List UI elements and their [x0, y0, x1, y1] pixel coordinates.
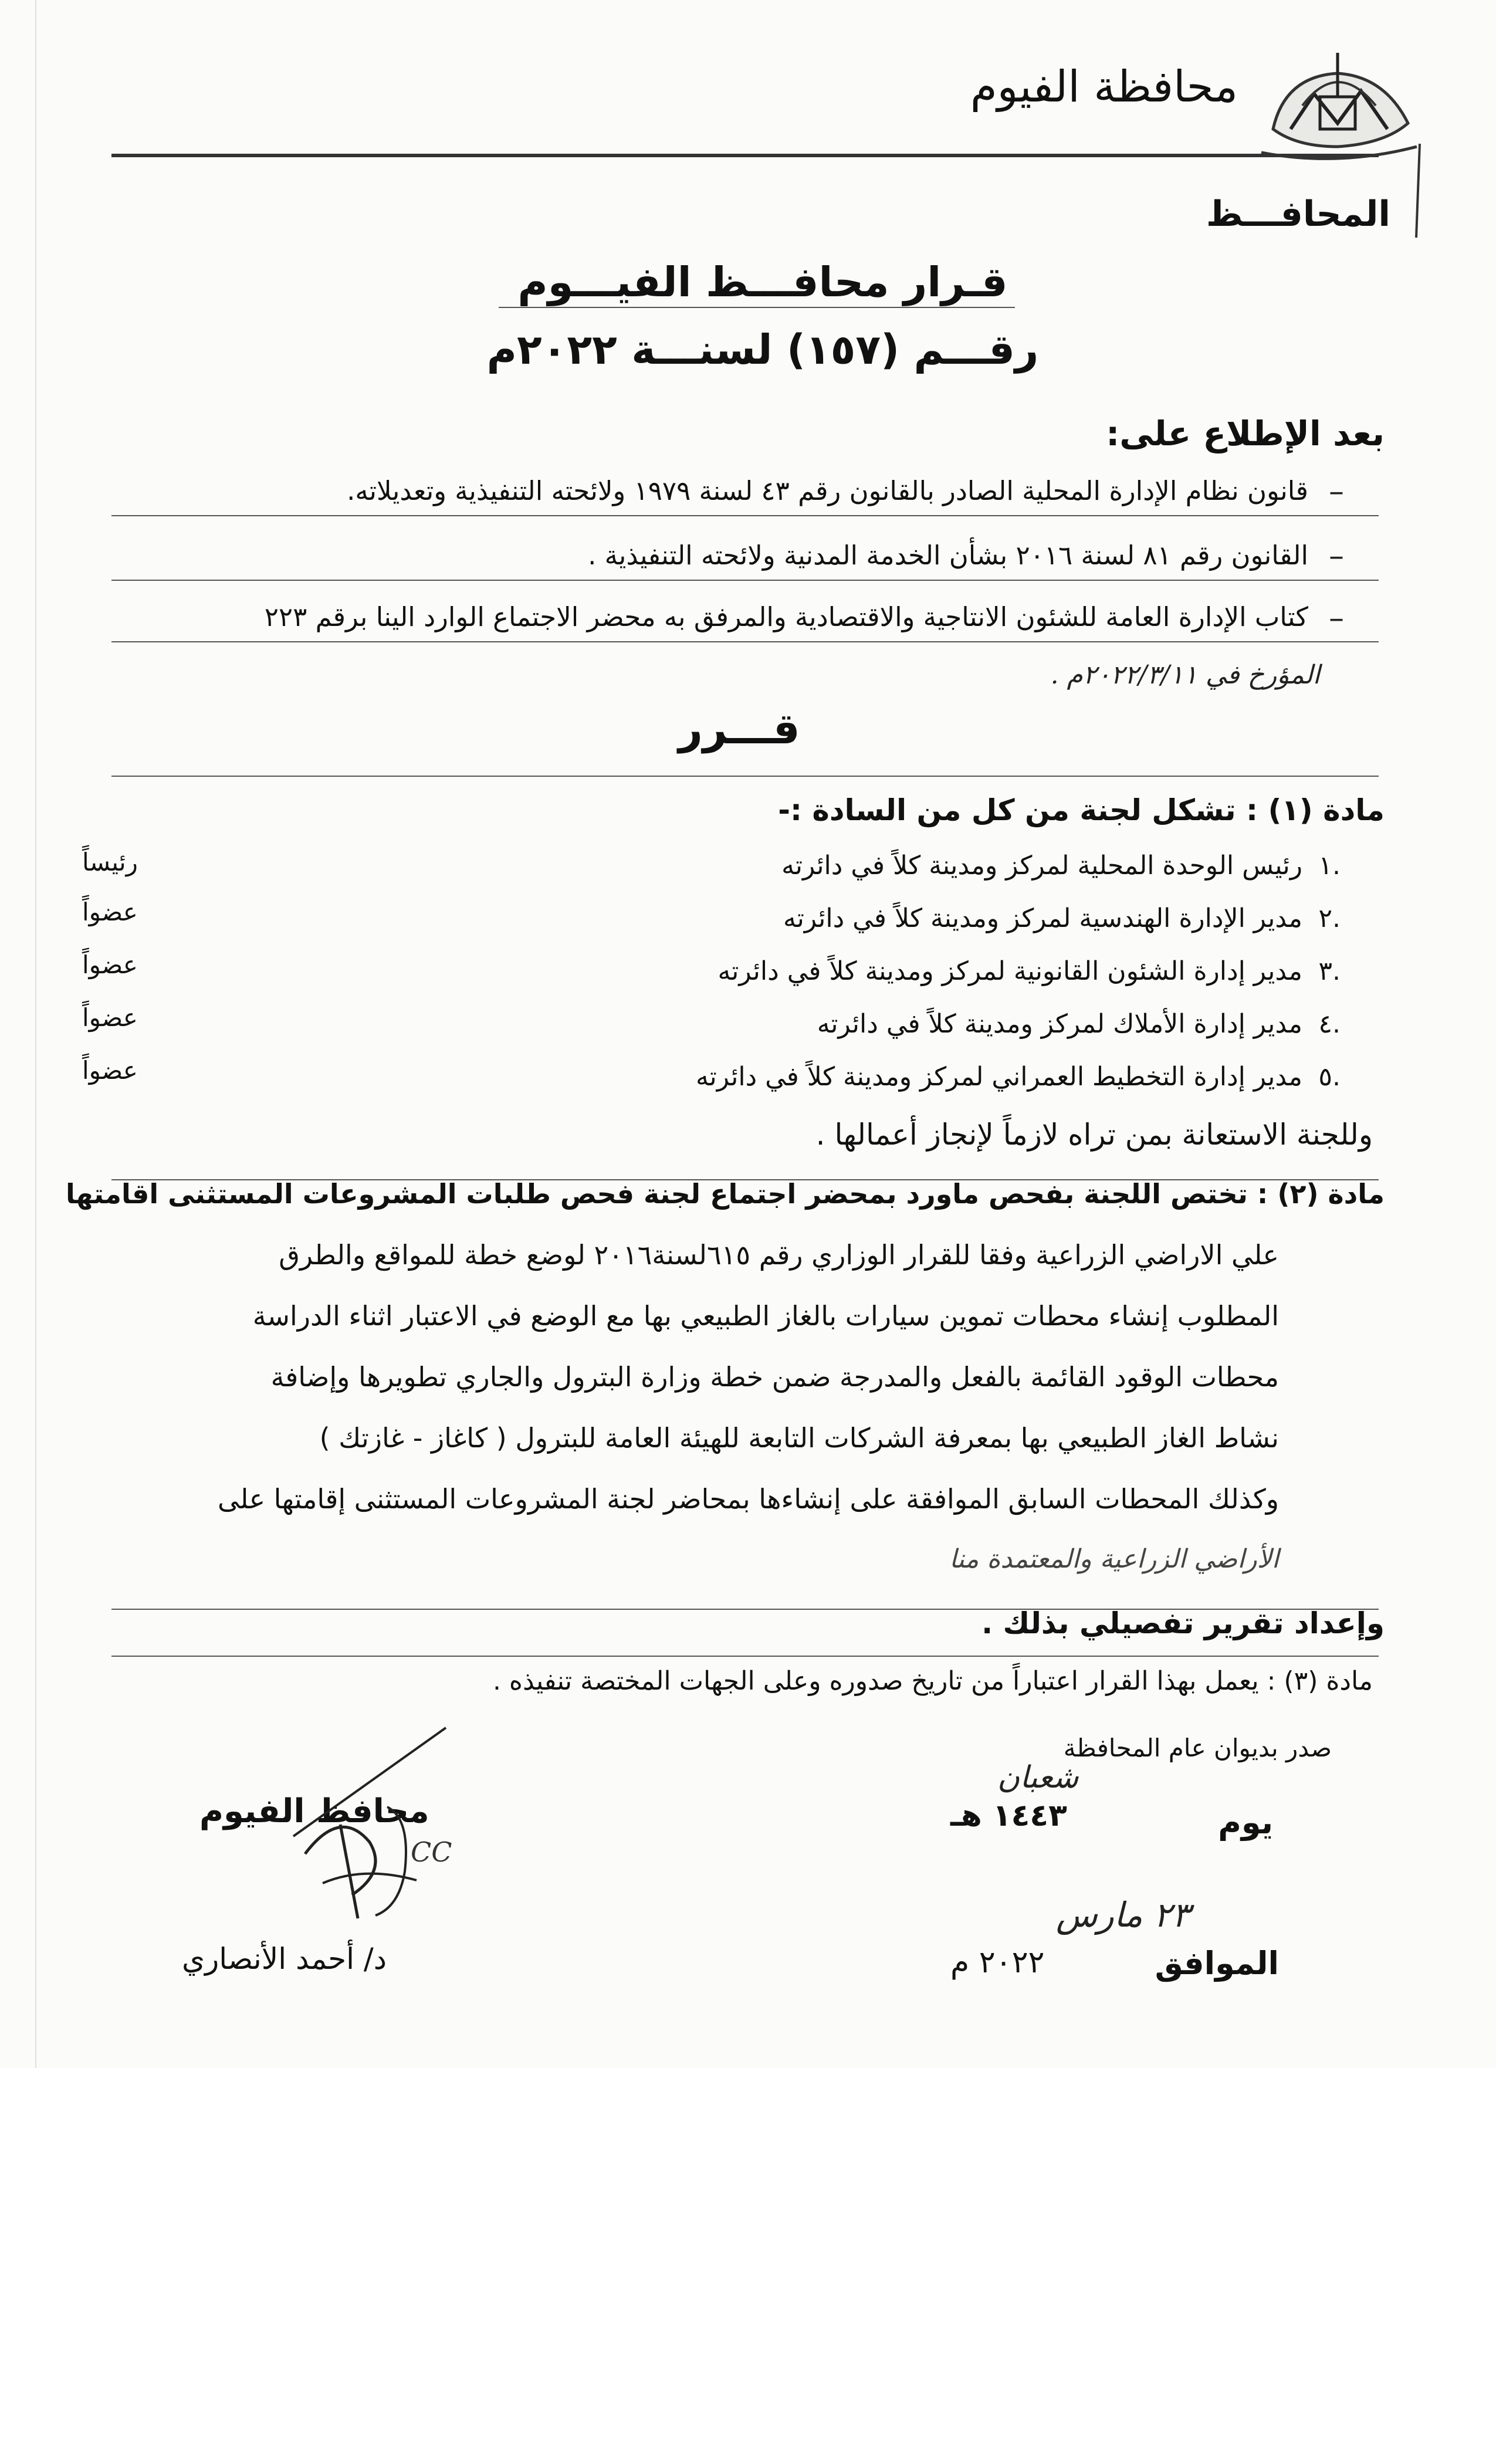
member-title: مدير إدارة الأملاك لمركز ومدينة كلاً في دائرته [817, 1009, 1302, 1039]
issued-at: صدر بديوان عام المحافظة [1063, 1734, 1332, 1762]
corresponding-label: الموافق [1155, 1945, 1279, 1982]
article2-closing: وإعداد تقرير تفصيلي بذلك . [981, 1606, 1385, 1640]
preamble-heading: بعد الإطلاع على: [1106, 414, 1385, 453]
article2-line: محطات الوقود القائمة بالفعل والمدرجة ضمن خطة وزارة البترول والجاري تطويرها وإضافة [270, 1361, 1279, 1393]
line-rule [111, 580, 1379, 581]
governorate-emblem [1250, 41, 1426, 170]
office-label: المحافـــظ [1206, 194, 1390, 235]
article1-heading: مادة (١) : تشكل لجنة من كل من السادة :- [778, 793, 1385, 827]
list-bullet: – [1329, 539, 1344, 574]
gregorian-handwritten: ٢٣ مارس [1056, 1895, 1190, 1935]
article1-closing: وللجنة الاستعانة بمن تراه لازماً لإنجاز أعمالها . [815, 1118, 1373, 1152]
member-number: ٣. [1318, 956, 1341, 986]
scan-edge [35, 0, 36, 2068]
member-role: عضواً [82, 1056, 138, 1085]
article2-line: المطلوب إنشاء محطات تموين سيارات بالغاز الطبيعي بها مع الوضع في الاعتبار اثناء الدراسة [252, 1300, 1279, 1332]
article3-text: مادة (٣) : يعمل بهذا القرار اعتباراً من تاريخ صدوره وعلى الجهات المختصة تنفيذه . [492, 1666, 1373, 1696]
governor-name: د/ أحمد الأنصاري [182, 1942, 387, 1976]
day-label: يوم [1218, 1804, 1273, 1841]
governorate-name: محافظة الفيوم [970, 62, 1238, 112]
initials-mark: CC [411, 1836, 452, 1868]
preamble-item: القانون رقم ٨١ لسنة ٢٠١٦ بشأن الخدمة المدنية ولائحته التنفيذية . [588, 540, 1308, 571]
margin-stroke [1408, 141, 1431, 241]
article2-line: نشاط الغاز الطبيعي بها بمعرفة الشركات التابعة للهيئة العامة للبترول ( كاغاز - غازتك ) [319, 1422, 1279, 1454]
article2-line: مادة (٢) : تختص اللجنة بفحص ماورد بمحضر اجتماع لجنة فحص طلبات المشروعات المستثنى اقامتها [66, 1178, 1385, 1210]
handwritten-signature [270, 1719, 481, 1930]
article2-handwritten-line: الأراضي الزراعية والمعتمدة منا [949, 1544, 1279, 1574]
letterhead-rule [111, 154, 1379, 157]
line-rule [111, 515, 1379, 516]
member-number: ٤. [1318, 1009, 1341, 1039]
hijri-date: ١٤٤٣ هـ [950, 1798, 1067, 1833]
preamble-item: كتاب الإدارة العامة للشئون الانتاجية والاقتصادية والمرفق به محضر الاجتماع الوارد الينا برقم ٢٢٣ [264, 601, 1308, 632]
member-title: مدير إدارة الشئون القانونية لمركز ومدينة كلاً في دائرته [717, 956, 1302, 986]
member-number: ١. [1318, 851, 1341, 881]
member-title: مدير إدارة التخطيط العمراني لمركز ومدينة كلاً في دائرته [695, 1062, 1302, 1092]
member-number: ٢. [1318, 903, 1341, 933]
article2-line: علي الاراضي الزراعية وفقا للقرار الوزاري رقم ٦١٥لسنة٢٠١٦ لوضع خطة للمواقع والطرق [279, 1239, 1279, 1271]
list-bullet: – [1329, 601, 1344, 636]
member-role: رئيساً [82, 848, 138, 876]
decree-number: رقـــم (١٥٧) لسنـــة ٢٠٢٢م [486, 326, 1039, 374]
list-bullet: – [1329, 474, 1344, 509]
title-underline [499, 307, 1015, 308]
line-rule [111, 776, 1379, 777]
preamble-item: قانون نظام الإدارة المحلية الصادر بالقانون رقم ٤٣ لسنة ١٩٧٩ ولائحته التنفيذية وتعديلاته. [347, 475, 1308, 506]
gregorian-date: ٢٠٢٢ م [950, 1945, 1045, 1980]
line-rule [111, 1656, 1379, 1657]
article2-line: وكذلك المحطات السابق الموافقة على إنشاءها بمحاضر لجنة المشروعات المستثنى إقامتها على [218, 1483, 1279, 1515]
decree-heading: قـــرر [678, 704, 800, 753]
governor-title: محافظ الفيوم [199, 1792, 429, 1830]
preamble-continuation: المؤرخ في ٢٠٢٢/٣/١١م . [1050, 660, 1320, 690]
member-title: رئيس الوحدة المحلية لمركز ومدينة كلاً في دائرته [781, 851, 1302, 881]
decree-title: قـرار محافـــظ الفيـــوم [517, 258, 1008, 306]
hijri-month-handwritten: شعبان [997, 1760, 1079, 1795]
member-role: عضواً [82, 1003, 138, 1032]
member-number: ٥. [1318, 1062, 1341, 1092]
line-rule [111, 641, 1379, 642]
member-title: مدير الإدارة الهندسية لمركز ومدينة كلاً في دائرته [783, 903, 1302, 933]
member-role: عضواً [82, 898, 138, 926]
member-role: عضواً [82, 950, 138, 979]
